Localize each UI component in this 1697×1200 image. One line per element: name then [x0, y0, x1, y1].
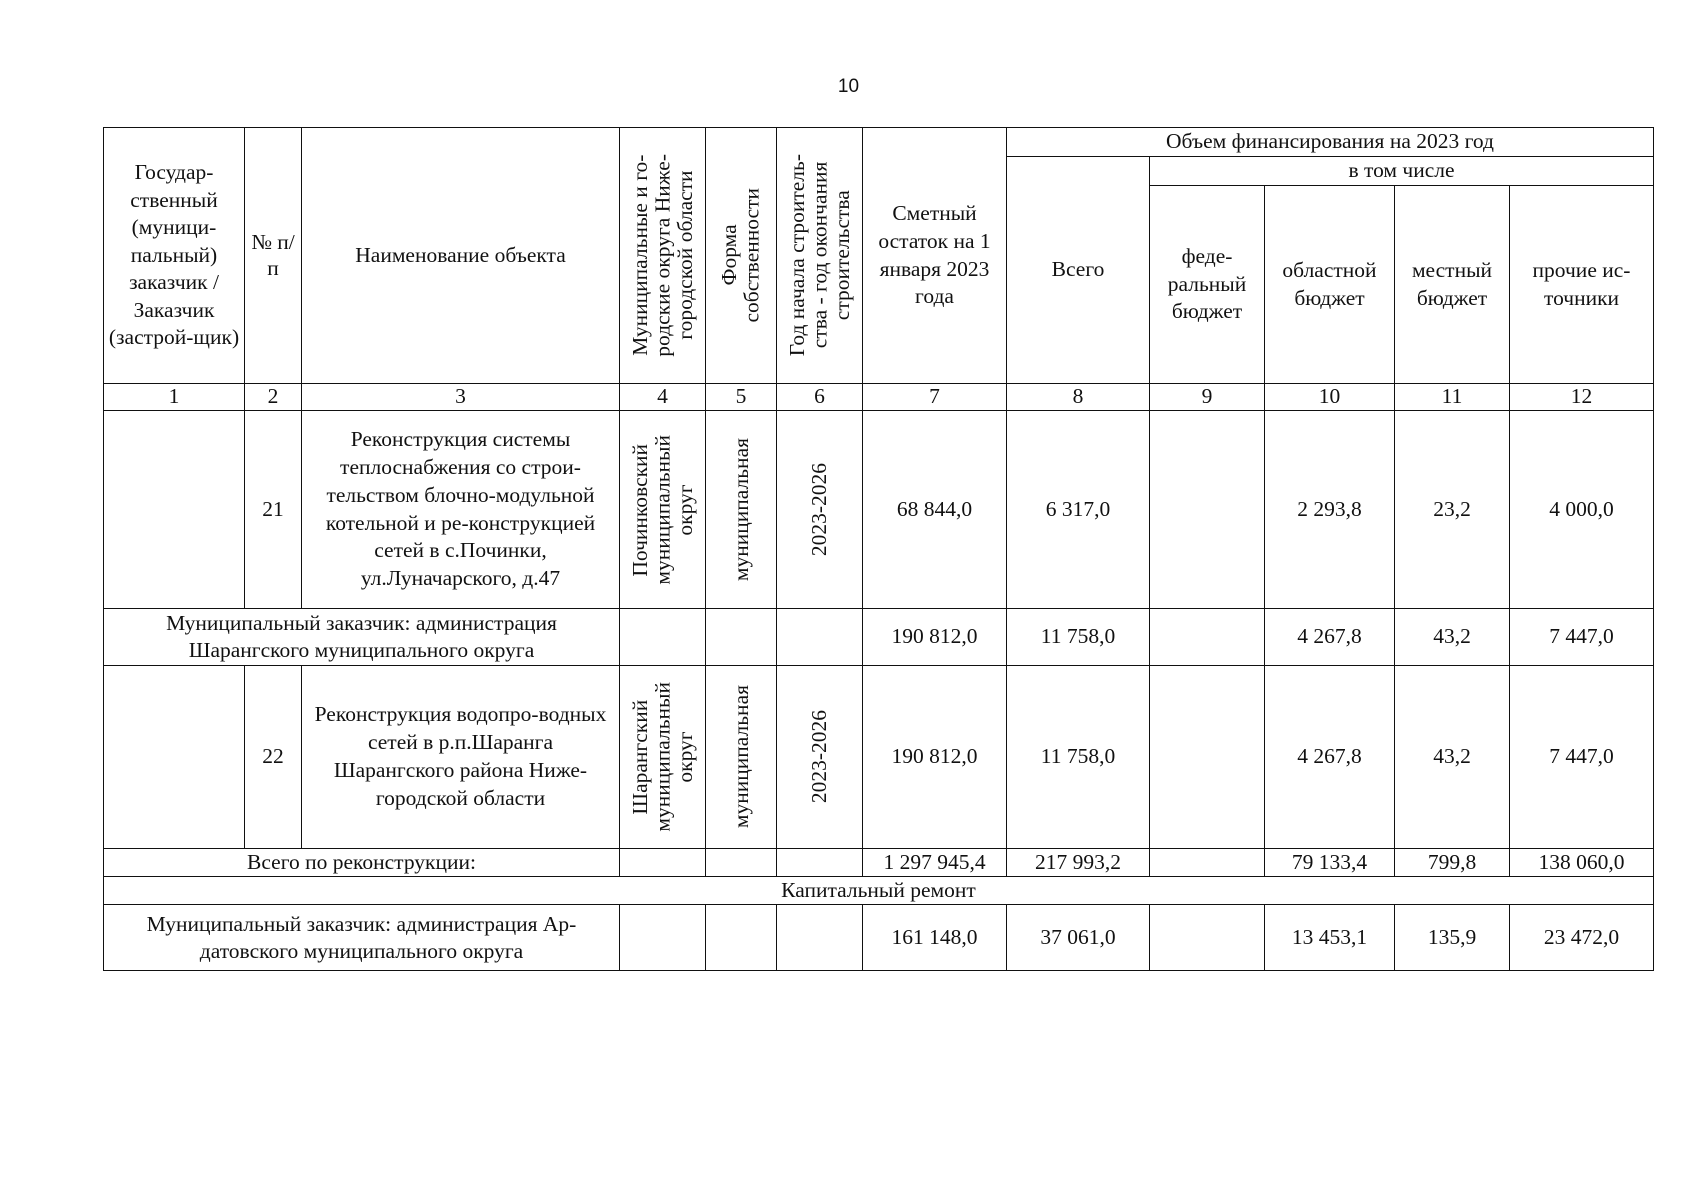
remainder-cell: 1 297 945,4 — [863, 849, 1007, 877]
customer-row — [104, 609, 1654, 666]
total-cell: 6 317,0 — [1007, 411, 1150, 609]
customer-row — [104, 905, 1654, 971]
regional-cell: 79 133,4 — [1265, 849, 1395, 877]
row-number: 21 — [245, 411, 302, 609]
municipality-cell: Починковский муниципальный округ — [620, 411, 706, 609]
ownership-cell: муниципальная — [706, 411, 777, 609]
customer-header: Государ-ственный (муници-пальный) заказчик / Заказчик (застрой-щик) — [104, 128, 245, 384]
column-number: 4 — [620, 384, 706, 411]
federal-cell — [1150, 411, 1265, 609]
remainder-cell: 190 812,0 — [863, 666, 1007, 849]
remainder-header: Сметный остаток на 1 января 2023 года — [863, 128, 1007, 384]
federal-header: феде-ральный бюджет — [1150, 186, 1265, 384]
column-number: 12 — [1510, 384, 1654, 411]
other-cell: 7 447,0 — [1510, 666, 1654, 849]
header-row — [104, 128, 1654, 157]
total-cell: 37 061,0 — [1007, 905, 1150, 971]
column-number: 1 — [104, 384, 245, 411]
section-title: Капитальный ремонт — [104, 877, 1654, 905]
ownership-cell: муниципальная — [706, 666, 777, 849]
column-number: 2 — [245, 384, 302, 411]
remainder-cell: 190 812,0 — [863, 609, 1007, 666]
column-number: 6 — [777, 384, 863, 411]
federal-cell — [1150, 609, 1265, 666]
column-number: 10 — [1265, 384, 1395, 411]
customer-cell — [104, 411, 245, 609]
local-cell: 799,8 — [1395, 849, 1510, 877]
customer-label: Муниципальный заказчик: администрация Ар- датовского муниципального округа — [104, 905, 620, 971]
column-number: 5 — [706, 384, 777, 411]
object-name-header: Наименование объекта — [302, 128, 620, 384]
remainder-cell: 161 148,0 — [863, 905, 1007, 971]
federal-cell — [1150, 666, 1265, 849]
row-number: 22 — [245, 666, 302, 849]
remainder-cell: 68 844,0 — [863, 411, 1007, 609]
local-header: местный бюджет — [1395, 186, 1510, 384]
column-number: 7 — [863, 384, 1007, 411]
federal-cell — [1150, 849, 1265, 877]
years-cell: 2023-2026 — [777, 666, 863, 849]
total-header: Всего — [1007, 157, 1150, 384]
regional-header: областной бюджет — [1265, 186, 1395, 384]
financing-table — [103, 127, 1654, 971]
regional-cell: 2 293,8 — [1265, 411, 1395, 609]
municipality-cell: Шарангский муниципальный округ — [620, 666, 706, 849]
other-header: прочие ис-точники — [1510, 186, 1654, 384]
years-cell: 2023-2026 — [777, 411, 863, 609]
total-cell: 11 758,0 — [1007, 666, 1150, 849]
table-row — [104, 666, 1654, 849]
total-row — [104, 849, 1654, 877]
column-number: 9 — [1150, 384, 1265, 411]
customer-label: Муниципальный заказчик: администрация Шарангского муниципального округа — [104, 609, 620, 666]
financing-header: Объем финансирования на 2023 год — [1007, 128, 1654, 157]
local-cell: 43,2 — [1395, 666, 1510, 849]
number-header: № п/п — [245, 128, 302, 384]
object-name: Реконструкция водопро-водных сетей в р.п.Шаранга Шарангского района Ниже-городской области — [302, 666, 620, 849]
local-cell: 43,2 — [1395, 609, 1510, 666]
years-header: Год начала строитель- ства - год окончания строительства — [777, 128, 863, 384]
local-cell: 23,2 — [1395, 411, 1510, 609]
ownership-header: Форма собственности — [706, 128, 777, 384]
municipality-header: Муниципальные и го- родские округа Ниже- городской области — [620, 128, 706, 384]
other-cell: 138 060,0 — [1510, 849, 1654, 877]
section-row — [104, 877, 1654, 905]
regional-cell: 4 267,8 — [1265, 609, 1395, 666]
object-name: Реконструкция системы теплоснабжения со строи-тельством блочно-модульной котельной и ре-конструкцией сетей в с.Починки, ул.Луначарского, д.47 — [302, 411, 620, 609]
local-cell: 135,9 — [1395, 905, 1510, 971]
table-row — [104, 411, 1654, 609]
column-number: 8 — [1007, 384, 1150, 411]
federal-cell — [1150, 905, 1265, 971]
customer-cell — [104, 666, 245, 849]
other-cell: 23 472,0 — [1510, 905, 1654, 971]
column-number: 11 — [1395, 384, 1510, 411]
other-cell: 4 000,0 — [1510, 411, 1654, 609]
column-number: 3 — [302, 384, 620, 411]
total-label: Всего по реконструкции: — [104, 849, 620, 877]
total-cell: 217 993,2 — [1007, 849, 1150, 877]
column-number-row — [104, 384, 1654, 411]
including-header: в том числе — [1150, 157, 1654, 186]
regional-cell: 4 267,8 — [1265, 666, 1395, 849]
page-number: 10 — [837, 76, 860, 97]
other-cell: 7 447,0 — [1510, 609, 1654, 666]
total-cell: 11 758,0 — [1007, 609, 1150, 666]
regional-cell: 13 453,1 — [1265, 905, 1395, 971]
